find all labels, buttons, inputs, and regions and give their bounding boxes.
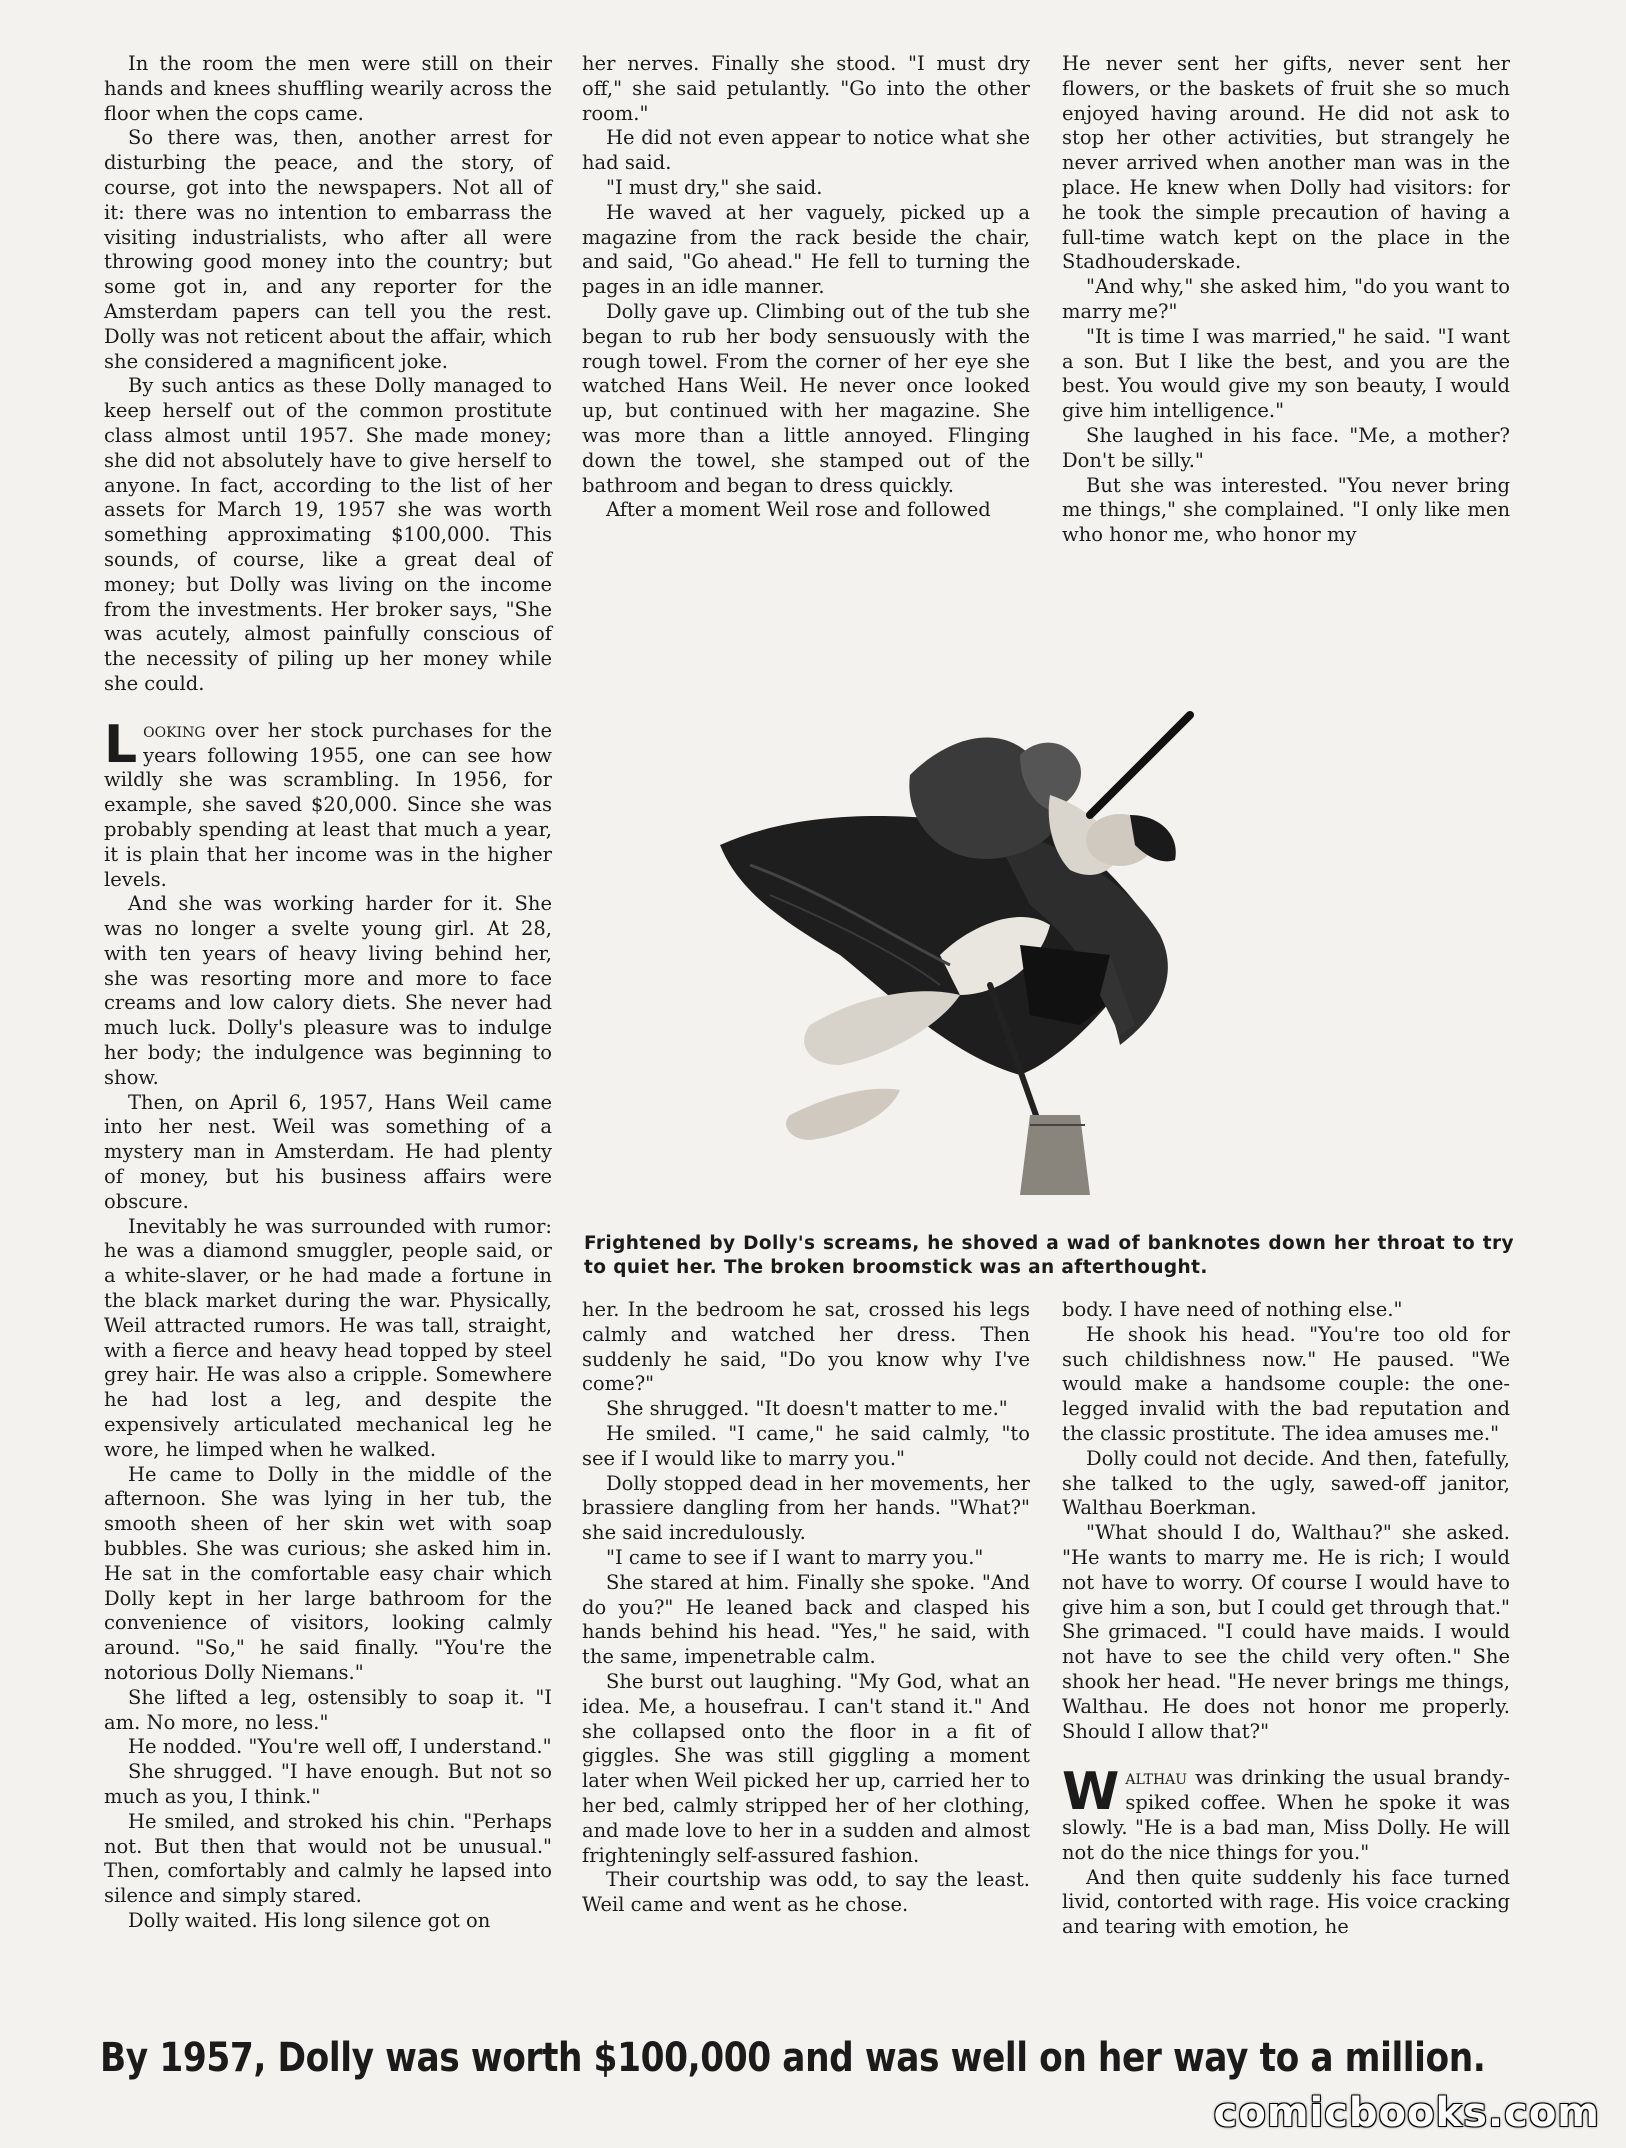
drop-cap-letter: L	[104, 714, 138, 775]
paragraph: But she was interested. "You never bring me things," she complained. "I only like men who honor me, who honor my	[1062, 473, 1510, 547]
paragraph: "What should I do, Walthau?" she asked. "He wants to marry me. He is rich; I would not have to worry. Of course I would have to give him a son, but I could get through that." She grimaced. "I could have maids. I would not have to see the child very often." She shook her head. "He never brings me things, Walthau. He does not honor me properly. Should I allow that?"	[1062, 1521, 1510, 1743]
paragraph: He did not even appear to notice what she had said.	[582, 126, 1030, 175]
paragraph: her. In the bedroom he sat, crossed his legs calmly and watched her dress. Then suddenly he said, "Do you know why I've come?"	[582, 1298, 1030, 1396]
paragraph: Dolly stopped dead in her movements, her brassiere dangling from her hands. "What?" she said incredulously.	[582, 1471, 1030, 1545]
paragraph: So there was, then, another arrest for disturbing the peace, and the story, of course, got into the newspapers. Not all of it: there was no intention to embarrass the visiting industrialists, who after all were throwing good money into the country; but some got in, and any reporter for the Amsterdam papers can tell you the rest. Dolly was not reticent about the affair, which she considered a magnificent joke.	[104, 126, 552, 373]
paragraph: He nodded. "You're well off, I understand."	[128, 1735, 552, 1759]
drop-cap-letter: W	[1062, 1762, 1120, 1823]
paragraph: "It is time I was married," he said. "I want a son. But I like the best, and you are the best. You would give my son beauty, I would give him intelligence."	[1062, 324, 1510, 423]
paragraph: And she was working harder for it. She was no longer a svelte young girl. At 28, with ten years of heavy living behind her, she was resorting more and more to face creams and low calory diets. She never had much luck. Dolly's pleasure was to indulge her body; the indulgence was beginning to show.	[104, 892, 552, 1089]
paragraph: She shrugged. "It doesn't matter to me."	[606, 1397, 1008, 1421]
watermark-text: comicbooks.com	[1213, 2090, 1600, 2136]
paragraph-dropcap	[1062, 1762, 1510, 1865]
illustration-caption: Frightened by Dolly's screams, he shoved a wad of banknotes down her throat to try to quiet her. The broken broomstick was an afterthought.	[584, 1233, 1514, 1278]
text-column-5	[1062, 1298, 1510, 2028]
paragraph: She laughed in his face. "Me, a mother? Don't be silly."	[1062, 423, 1510, 472]
paragraph: Dolly could not decide. And then, fatefully, she talked to the ugly, sawed-off janitor, Walthau Boerkman.	[1062, 1446, 1510, 1520]
smallcaps-lead: althau	[1125, 1766, 1188, 1790]
text-column-4	[582, 1298, 1030, 2028]
paragraph: After a moment Weil rose and followed	[606, 498, 991, 522]
text-column-2	[582, 52, 1030, 552]
paragraph: Their courtship was odd, to say the least. Weil came and went as he chose.	[582, 1868, 1030, 1917]
paragraph: He came to Dolly in the middle of the afternoon. She was lying in her tub, the smooth sheen of her skin wet with soap bubbles. She was curious; she asked him in. He sat in the comfortable easy chair which Dolly kept in her large bathroom for the convenience of visitors, looking calmly around. "So," he said finally. "You're the notorious Dolly Niemans."	[104, 1462, 552, 1684]
paragraph: "I must dry," she said.	[606, 175, 823, 199]
paragraph: her nerves. Finally she stood. "I must dry off," she said petulantly. "Go into the other room."	[582, 52, 1030, 125]
paragraph: Then, on April 6, 1957, Hans Weil came into her nest. Weil was something of a mystery man in Amsterdam. He had plenty of money, but his business affairs were obscure.	[104, 1090, 552, 1213]
paragraph-dropcap	[104, 714, 552, 893]
smallcaps-lead: ooking	[143, 718, 206, 742]
paragraph: Dolly waited. His long silence got on	[128, 1908, 491, 1932]
paragraph: He smiled. "I came," he said calmly, "to see if I would like to marry you."	[582, 1421, 1030, 1470]
paragraph: Inevitably he was surrounded with rumor: he was a diamond smuggler, people said, or a white-slaver, or he had made a fortune in the black market during the war. Physically, Weil attracted rumors. He was tall, straight, with a fierce and heavy head topped by steel grey hair. He was also a cripple. Somewhere he had lost a leg, and despite the expensively articulated mechanical leg he wore, he limped when he walked.	[104, 1214, 552, 1461]
text-column-1	[104, 52, 552, 2052]
paragraph-text: was drinking the usual brandy-spiked coffee. When he spoke it was slowly. "He is a bad man, Miss Dolly. He will not do the nice things for you."	[1062, 1766, 1510, 1864]
paragraph: She shrugged. "I have enough. But not so much as you, I think."	[104, 1760, 552, 1808]
paragraph: And then quite suddenly his face turned livid, contorted with rage. His voice cracking and tearing with emotion, he	[1062, 1865, 1510, 1939]
text-column-3	[1062, 52, 1510, 552]
paragraph: Dolly gave up. Climbing out of the tub she began to rub her body sensuously with the rough towel. From the corner of her eye she watched Hans Weil. He never once looked up, but continued with her magazine. She was more than a little annoyed. Flinging down the towel, she stamped out of the bathroom and began to dress quickly.	[582, 299, 1030, 497]
pull-quote-headline: By 1957, Dolly was worth $100,000 and was well on her way to a million.	[100, 2035, 1486, 2081]
paragraph: "I came to see if I want to marry you."	[606, 1545, 984, 1569]
paragraph: He smiled, and stroked his chin. "Perhaps not. But then that would not be unusual." Then, comfortably and calmly he lapsed into silence and simply stared.	[104, 1809, 552, 1908]
paragraph: He never sent her gifts, never sent her flowers, or the baskets of fruit she so much enjoyed having around. He did not ask to stop her other activities, but strangely he never arrived when another man was in the place. He knew when Dolly had visitors: for he took the simple precaution of having a full-time watch kept on the place in the Stadhouderskade.	[1062, 52, 1510, 274]
paragraph: "And why," she asked him, "do you want to marry me?"	[1062, 275, 1510, 323]
paragraph: She stared at him. Finally she spoke. "And do you?" He leaned back and clasped his hands behind his head. "Yes," he said, with the same, impenetrable calm.	[582, 1570, 1030, 1669]
paragraph: She burst out laughing. "My God, what an idea. Me, a housefrau. I can't stand it." And she collapsed onto the floor in a fit of giggles. She was still giggling a moment later when Weil picked her up, carried her to her bed, calmly stripped her of her clothing, and made love to her in a sudden and almost frighteningly self-assured fashion.	[582, 1669, 1030, 1867]
paragraph: She lifted a leg, ostensibly to soap it. "I am. No more, no less."	[104, 1685, 552, 1734]
paragraph: By such antics as these Dolly managed to keep herself out of the common prostitute class almost until 1957. She made money; she did not absolutely have to give herself to anyone. In fact, according to the list of her assets for March 19, 1957 she was worth something approximating $100,000. This sounds, of course, like a great deal of money; but Dolly was living on the income from the investments. Her broker says, "She was acutely, almost painfully conscious of the necessity of piling up her money while she could.	[104, 374, 552, 695]
paragraph: body. I have need of nothing else."	[1062, 1298, 1403, 1321]
paragraph: In the room the men were still on their hands and knees shuffling wearily across the floor when the cops came.	[104, 52, 552, 125]
paragraph: He waved at her vaguely, picked up a magazine from the rack beside the chair, and said, "Go ahead." He fell to turning the pages in an idle manner.	[582, 200, 1030, 299]
illustration-struggle-scene	[690, 695, 1500, 1215]
paragraph: He shook his head. "You're too old for such childishness now." He paused. "We would make a handsome couple: the one-legged invalid with the bad reputation and the classic prostitute. The idea amuses me."	[1062, 1322, 1510, 1445]
paragraph-text: over her stock purchases for the years following 1955, one can see how wildly she was scrambling. In 1956, for example, she saved $20,000. Since she was probably spending at least that much a year, it is plain that her income was in the higher levels.	[104, 718, 552, 891]
